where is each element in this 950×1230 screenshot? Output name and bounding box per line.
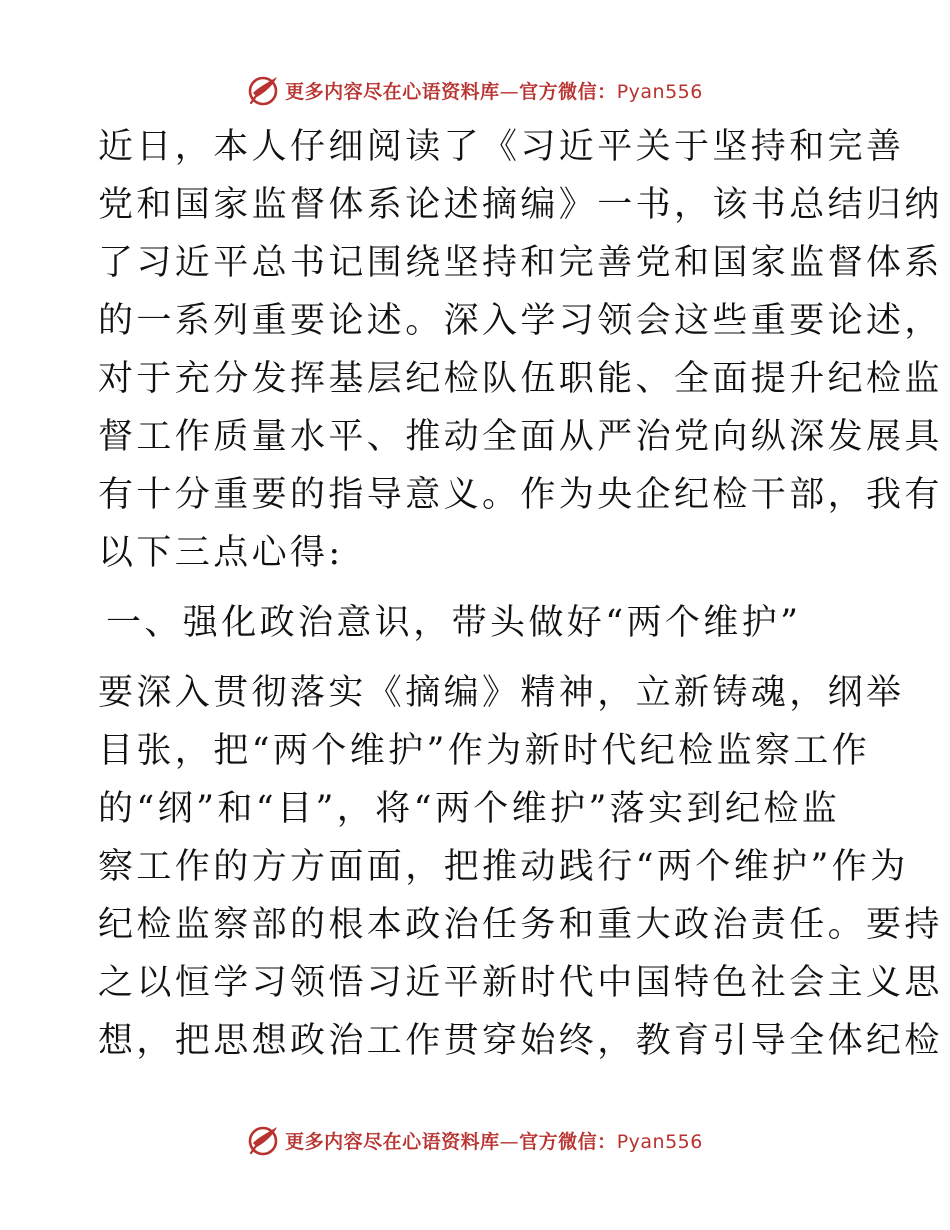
para2-line: 目张，把“两个维护”作为新时代纪检监察工作 [98,731,871,771]
para2-line: 要深入贯彻落实《摘编》精神，立新铸魂，纲举 [98,673,905,713]
header-watermark-banner [0,70,950,110]
header-banner-wechat-label: 官方微信： [519,80,617,103]
para1-line: 对于充分发挥基层纪检队伍职能、全面提升纪检监 [98,359,943,399]
header-watermark-text [285,77,703,104]
header-banner-title: 更多内容尽在心语资料库 [285,80,500,103]
header-banner-separator: — [499,80,520,103]
para2-line: 纪检监察部的根本政治任务和重大政治责任。要持 [98,905,943,945]
para1-line: 有十分重要的指导意义。作为央企纪检干部，我有 [98,475,943,515]
footer-banner-title: 更多内容尽在心语资料库 [285,1130,500,1153]
quill-logo-icon [247,73,281,107]
footer-watermark-text [285,1127,703,1154]
para1-line: 了习近平总书记围绕坚持和完善党和国家监督体系 [98,243,943,283]
footer-banner-wechat-id: Pyan556 [616,1130,703,1153]
para1-line: 党和国家监督体系论述摘编》一书，该书总结归纳 [98,185,943,225]
para1-line: 以下三点心得: [98,533,344,573]
para1-line: 的一系列重要论述。深入学习领会这些重要论述， [98,301,943,341]
para1-line: 督工作质量水平、推动全面从严治党向纵深发展具 [98,417,943,457]
para2-line: 察工作的方方面面，把推动践行“两个维护”作为 [98,847,909,887]
footer-banner-separator: — [499,1130,520,1153]
para2-line: 的“纲”和“目”，将“两个维护”落实到纪检监 [98,789,841,829]
footer-watermark-banner [0,1120,950,1160]
footer-banner-wechat-label: 官方微信： [519,1130,617,1153]
para2-line: 之以恒学习领悟习近平新时代中国特色社会主义思 [98,963,943,1003]
document-body [98,118,943,1070]
quill-logo-icon [247,1123,281,1157]
section-heading: 一、强化政治意识，带头做好“两个维护” [106,603,802,643]
header-banner-wechat-id: Pyan556 [616,80,703,103]
para1-line: 近日，本人仔细阅读了《习近平关于坚持和完善 [98,127,905,167]
para2-line: 想，把思想政治工作贯穿始终，教育引导全体纪检 [98,1021,943,1061]
